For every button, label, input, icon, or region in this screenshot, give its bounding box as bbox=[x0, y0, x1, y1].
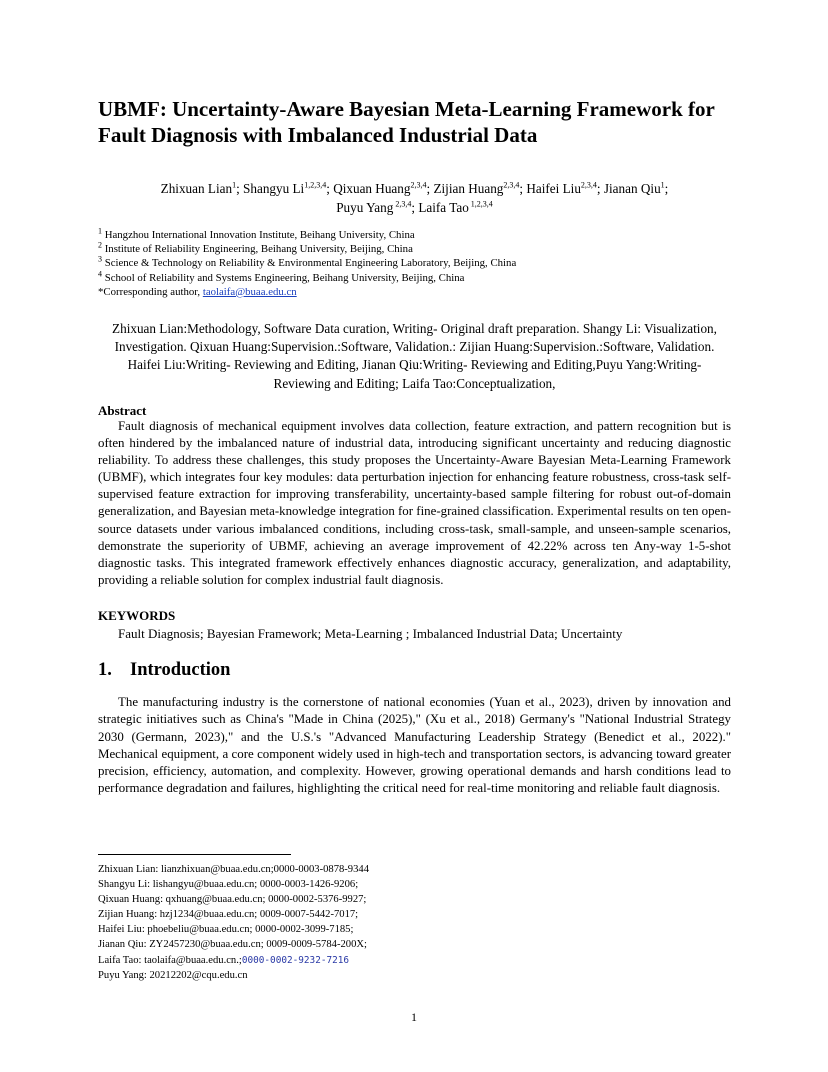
author: Puyu Yang $^{2,3,4}$; bbox=[336, 199, 419, 215]
credit-statement: Zhixuan Lian:Methodology, Software Data curation, Writing- Original draft preparation. Shangy Li: Visualization, Investigation. Qixuan Huang:Supervision.:Software, Validation.: Zijian Huang:Supervision.:Software, Validation. Haifei Liu:Writing- Reviewing and Editing, Jianan Qiu:Writing- Reviewing and Editing,Puyu Yang:Writing- Reviewing and Editing; Laifa Tao:Conceptualization, bbox=[112, 321, 717, 391]
footnote: Jianan Qiu: ZY2457230@buaa.edu.cn; 0009-0009-5784-200X; bbox=[98, 939, 367, 951]
page-number: 1 bbox=[411, 1010, 417, 1024]
footnote: Laifa Tao: taolaifa@buaa.edu.cn.;0000-0002-9232-7216 bbox=[98, 954, 350, 966]
corresponding-email-link[interactable]: taolaifa@buaa.edu.cn bbox=[202, 285, 297, 298]
affiliation: $^3$ Science & Technology on Reliability & Environmental Engineering Laboratory, Beijing, China bbox=[98, 254, 517, 270]
footnote: Qixuan Huang: qxhuang@buaa.edu.cn; 0000-0002-5376-9927; bbox=[98, 894, 367, 906]
affiliation: $^2$ Institute of Reliability Engineering, Beihang University, Beijing, China bbox=[98, 240, 413, 256]
section-title: Introduction bbox=[130, 660, 231, 680]
abstract-text: Fault diagnosis of mechanical equipment involves data collection, feature extraction, and pattern recognition but is often hindered by the imbalanced nature of industrial data, introducing significant uncertainty and reducing diagnostic reliability. To address these challenges, this study proposes the Uncertainty-Aware Bayesian Meta-Learning Framework (UBMF), which integrates four key modules: data perturbation injection for enhancing feature robustness, cross-task self-supervised feature extraction for improving transferability, uncertainty-based sample filtering for robust out-of-domain generalization, and Bayesian meta-knowledge integration for fine-grained classification. Experimental results on ten open-source datasets under various imbalanced conditions, including cross-task, small-sample, and unseen-sample scenarios, demonstrate the superiority of UBMF, achieving an average improvement of 42.22% across ten Any-way 1-5-shot diagnostic tasks. This integrated framework effectively enhances diagnostic accuracy, generalization, and adaptability, providing a reliable solution for complex industrial fault diagnosis. bbox=[98, 419, 731, 587]
introduction-paragraph: The manufacturing industry is the cornerstone of national economies (Yuan et al., 2023), driven by innovation and strategic initiatives such as China's "Made in China (2025)," (Xu et al., 2018) Germany's "National Industrial Strategy 2030 (Germann, 2023)," and the U.S.'s "Advanced Manufacturing Leadership Strategy (Benedict et al., 2022)." Mechanical equipment, a core component widely used in high-tech and transportation sectors, is advancing toward greater precision, efficiency, automation, and complexity. However, growing operational demands and harsh conditions lead to performance degradation and failures, highlighting the critical need for real-time monitoring and reliable fault diagnosis. bbox=[98, 695, 731, 796]
section-heading bbox=[98, 658, 230, 682]
footnote: Puyu Yang: 20212202@cqu.edu.cn bbox=[98, 969, 248, 981]
affiliation: $^4$ School of Reliability and Systems Engineering, Beihang University, Beijing, China bbox=[98, 269, 465, 284]
author: Qixuan Huang$^{2,3,4}$; bbox=[333, 180, 434, 196]
footnote: Zijian Huang: hzj1234@buaa.edu.cn; 0009-0007-5442-7017; bbox=[98, 909, 359, 921]
orcid-link[interactable]: 0000-0002-9232-7216 bbox=[241, 954, 350, 966]
author: Shangyu Li$^{1,2,3,4}$; bbox=[243, 180, 334, 196]
author: Haifei Liu$^{2,3,4}$; bbox=[526, 180, 604, 196]
author: Zijian Huang$^{2,3,4}$; bbox=[433, 180, 527, 196]
corresponding-author: *Corresponding author, taolaifa@buaa.edu.cn bbox=[98, 285, 297, 298]
keywords-heading: KEYWORDS bbox=[98, 608, 176, 623]
paper-title: UBMF: Uncertainty-Aware Bayesian Meta-Learning Framework for Fault Diagnosis with Imbalanced Industrial Data bbox=[98, 97, 715, 147]
footnote: Zhixuan Lian: lianzhixuan@buaa.edu.cn;0000-0003-0878-9344 bbox=[98, 864, 369, 875]
section-number: 1. bbox=[98, 660, 112, 680]
affiliations bbox=[98, 228, 731, 299]
abstract-heading: Abstract bbox=[98, 403, 147, 418]
footnote-rule bbox=[98, 854, 291, 855]
footnote: Haifei Liu: phoebeliu@buaa.edu.cn; 0000-0002-3099-7185; bbox=[98, 924, 354, 936]
affiliation: $^1$ Hangzhou International Innovation Institute, Beihang University, China bbox=[98, 226, 415, 241]
keywords-text: Fault Diagnosis; Bayesian Framework; Meta-Learning ; Imbalanced Industrial Data; Uncertainty bbox=[118, 626, 623, 641]
footnotes bbox=[98, 862, 731, 983]
footnote: Shangyu Li: lishangyu@buaa.edu.cn; 0000-0003-1426-9206; bbox=[98, 879, 359, 891]
author: Laifa Tao $^{1,2,3,4}$ bbox=[418, 199, 493, 215]
author: Zhixuan Lian$^1$; bbox=[160, 180, 244, 196]
author: Jianan Qiu$^1$; bbox=[603, 180, 669, 196]
author-list bbox=[98, 180, 731, 217]
